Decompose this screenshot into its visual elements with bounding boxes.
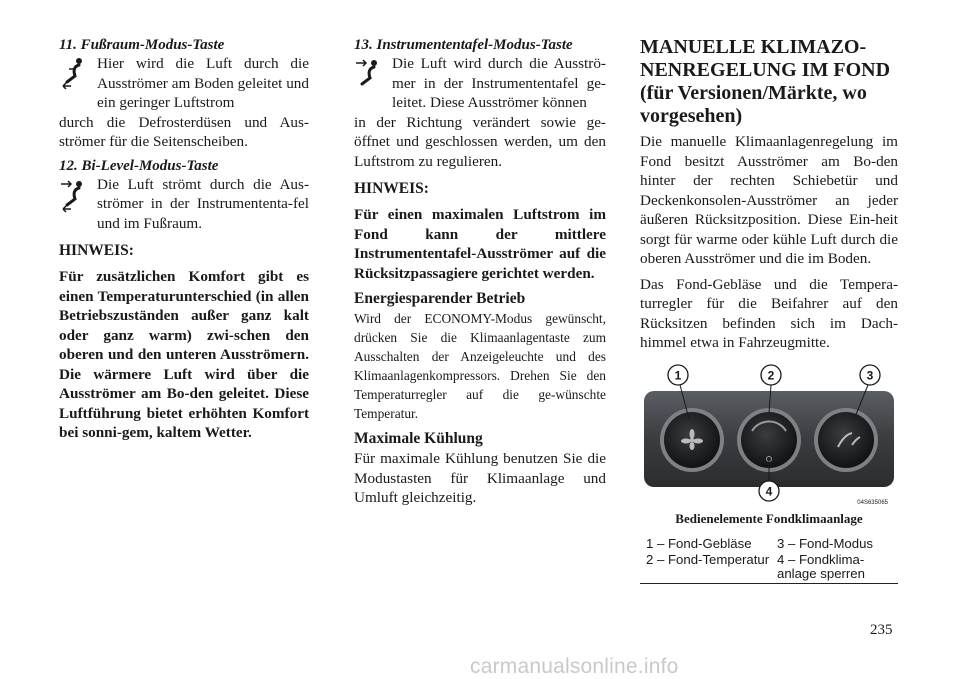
floor-mode-heading: 11. Fußraum-Modus-Taste — [59, 37, 225, 53]
note-text-2: Für einen maximalen Luftstrom im Fond kann der mittlere Instrumententafel-Ausströmer auf die Rücksitzpassagiere gerichtet werden. — [354, 206, 606, 282]
eco-text: Wird der ECONOMY-Modus gewünscht, drücken Sie die Klimaanlagentaste zum Ausschalten der Anzeigeleuchte und des Klimaanlagenkompressors. Drehen Sie den Temperaturregler auf die ge-wünschte Temperatur. — [354, 311, 606, 421]
max-cooling-text: Für maximale Kühlung benutzen Sie die Modustasten für Klimaanlage und Umluft gleichzeitig. — [354, 450, 606, 506]
watermark: carmanualsonline.info — [470, 655, 679, 678]
callout-1-label: 1 — [674, 368, 682, 382]
callout-4-label: 4 — [765, 484, 773, 498]
temperature-knob[interactable] — [741, 412, 797, 468]
callout-2-label: 2 — [767, 368, 775, 382]
column-middle — [354, 36, 606, 508]
section-title: MANUELLE KLIMAZO-NENREGELUNG IM FOND (für Versionen/Märkte, wo vorgesehen) — [640, 36, 891, 127]
floor-mode-icon — [59, 57, 89, 93]
eco-heading: Energiesparender Betrieb — [354, 290, 526, 307]
rear-climate-figure — [640, 361, 898, 511]
panel-mode-icon — [354, 57, 384, 93]
column-right — [640, 36, 898, 584]
bilevel-mode-text: Die Luft strömt durch die Aus-strömer in der Instrumententa-fel und im Fußraum. — [97, 175, 309, 232]
legend-row — [640, 537, 898, 553]
callout-3-label: 3 — [866, 368, 874, 382]
bilevel-mode-block — [59, 175, 309, 234]
panel-mode-text-cont: in der Richtung verändert sowie ge-öffnet und geschlossen werden, um den Luftstrom zu regulieren. — [354, 113, 606, 170]
legend-row — [640, 553, 898, 583]
intro-paragraph: Die manuelle Klimaanlagenregelung im Fond besitzt Ausströmer am Bo-den hinter der rechten Schiebetür und Deckenkonsolen-Ausströmer an jeder äußeren Rücksitzposition. Diese Ein-heit sorgt für warme oder kühle Luft durch die oberen Ausströmer und die im Boden. — [640, 133, 898, 267]
mode-knob[interactable] — [818, 412, 874, 468]
note-label: HINWEIS: — [59, 242, 134, 259]
floor-mode-text: Hier wird die Luft durch die Ausströmer am Boden geleitet und ein geringer Luftstrom — [97, 55, 309, 111]
note-text: Für zusätzlichen Komfort gibt es einen Temperaturunterschied (in allen Betriebszuständen außer ganz kalt oder ganz warm) zwi-schen den oberen und den unteren Ausströmern. Die wärmere Luft wird über die Ausströmer am Bo-den geleitet. Diese Luftführung bietet erhöhten Komfort bei sonni-gem, kaltem Wetter. — [59, 268, 309, 441]
max-cooling-heading: Maximale Kühlung — [354, 430, 483, 447]
page-number: 235 — [870, 622, 893, 638]
bilevel-mode-icon — [59, 178, 89, 214]
panel-mode-heading: 13. Instrumententafel-Modus-Taste — [354, 37, 573, 53]
column-left — [59, 36, 309, 443]
bilevel-mode-heading: 12. Bi-Level-Modus-Taste — [59, 157, 219, 174]
rear-climate-panel-illustration — [640, 361, 898, 511]
figure-caption: Bedienelemente Fondklimaanlage — [675, 510, 863, 526]
legend-item-3: 3 – Fond-Modus — [777, 535, 874, 551]
figure-legend — [640, 537, 898, 584]
floor-mode-block — [59, 54, 309, 113]
legend-item-1: 1 – Fond-Gebläse — [646, 535, 752, 551]
location-paragraph: Das Fond-Gebläse und die Tempera-turregler für die Beifahrer auf den Rücksitzen befinden sich im Dach-himmel etwa in Fahrzeugmitte. — [640, 275, 898, 351]
floor-mode-text-cont: durch die Defrosterdüsen und Aus-strömer für die Seitenscheiben. — [59, 113, 309, 150]
legend-item-2: 2 – Fond-Temperatur — [646, 551, 770, 567]
panel-mode-block — [354, 54, 606, 113]
figure-code: 04S635065 — [857, 499, 888, 506]
panel-mode-text: Die Luft wird durch die Ausströ-mer in der Instrumententafel ge-leitet. Diese Ausströmer können — [392, 55, 606, 111]
note-label-2: HINWEIS: — [354, 180, 429, 197]
legend-item-4: 4 – Fondklima-anlage sperren — [777, 551, 865, 581]
